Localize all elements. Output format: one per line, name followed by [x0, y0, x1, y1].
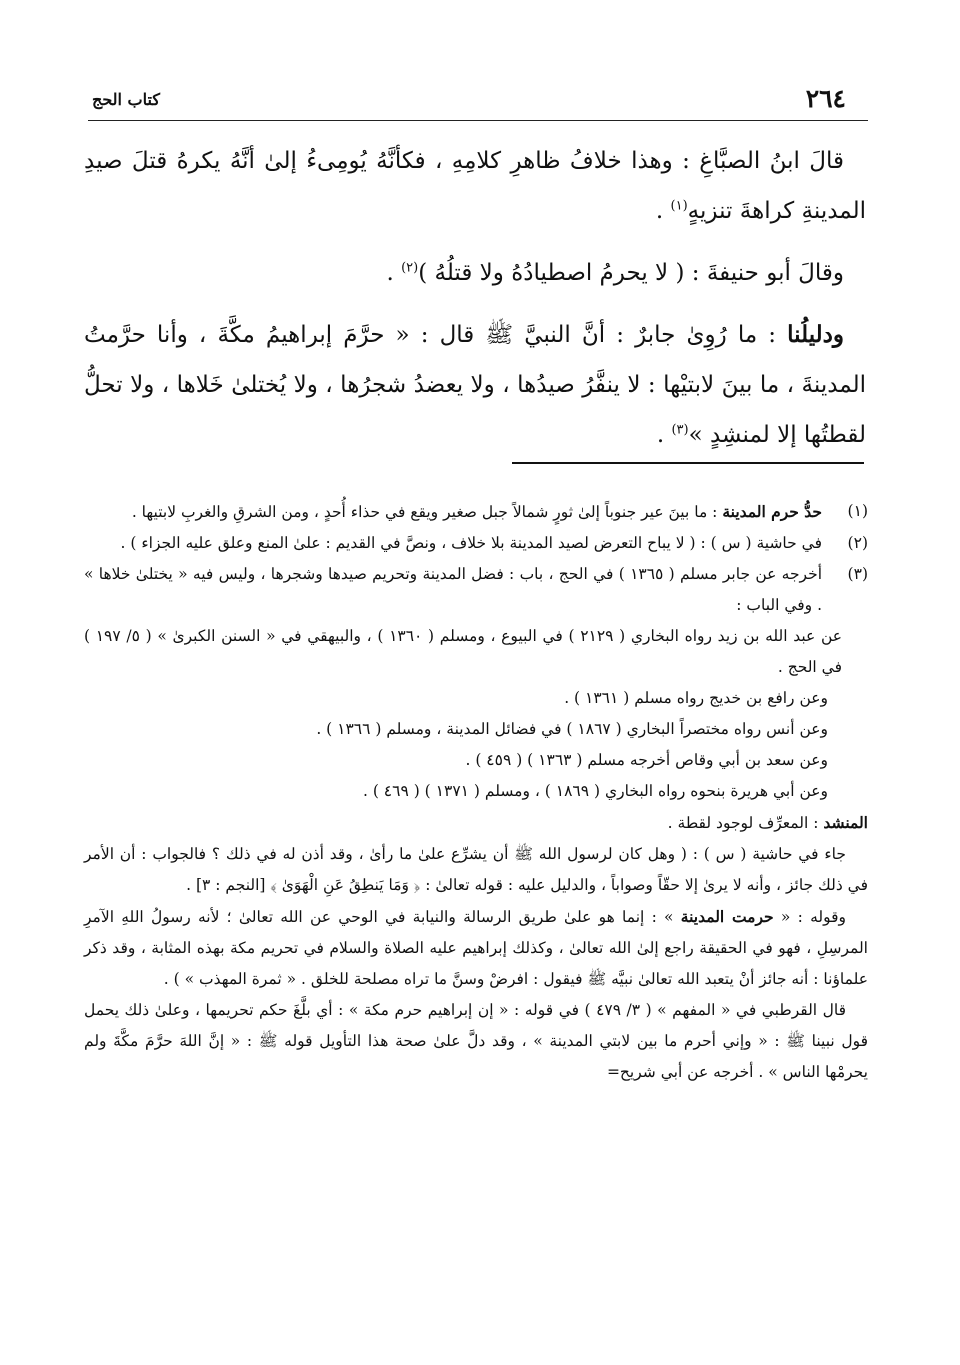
footnote-ref-2[interactable]: (٢) [401, 260, 419, 276]
paragraph-text: قالَ ابنُ الصبَّاغِ : وهذا خلافُ ظاهرِ كلامِهِ ، فكأنَّهُ يُومِىءُ إلىٰ أنَّهُ يكرهُ قتلَ صيدِ المدينةِ كراهةَ تنزيهٍ [84, 148, 866, 224]
footnote-paragraph: قال القرطبي في « المفهم » ( ٣/ ٤٧٩ ) في قوله : « إن إبراهيم حرم مكة » : أي بلَّغَ حكم تحريمها ، وعلىٰ ذلك يحمل قول نبينا ﷺ : « وإني أحرم ما بين لابتي المدينة » ، وقد دلَّ علىٰ صحة هذا التأويل قوله ﷺ : « إنَّ اللهَ حرَّمَ مكَّةَ ولم يحرمْها الناس » . أخرجه عن أبي شريح= [84, 1001, 868, 1081]
quoted-phrase: حرمت المدينة [680, 907, 774, 926]
footnote-1 [84, 496, 868, 528]
paragraph-text: وقالَ أبو حنيفةَ : ( لا يحرمُ اصطيادُهُ ولا قتلُهُ ) [418, 260, 844, 286]
paragraph-text: » : إنما هو علىٰ طريق الرسالة والنيابة في الوحي عن الله تعالىٰ ؛ لأنه رسولُ اللهِ الآمرِ المرسِلِ ، فهو في الحقيقة راجع إلىٰ الله تعالىٰ ، وكذلك إبراهيم عليه الصلاة والسلام في تحريم مكة بهذه المثابة ، وقد ذكر علماؤنا : أنه جائز أنْ يتعبد الله تعالىٰ نبيَّه ﷺ فيقول : افرضْ وسنَّ ما تراه مصلحة للخلق . « ثمرة المهذب » ) . [84, 908, 868, 988]
footnote-source-line: وعن أبي هريرة بنحوه رواه البخاري ( ١٨٦٩ ) ، ومسلم ( ١٣٧١ ) ( ٤٦٩ ) . [362, 782, 828, 800]
footnote-paragraph: جاء في حاشية ( س ) : ( وهل كان لرسول الله ﷺ أن يشرِّع علىٰ ما رأىٰ ، وقد أذن له في ذلك ؟ فالجواب : أن الأمر في ذلك جائز ، وأنه لا يرىٰ إلا حقّاً وصواباً ، والدليل عليه : قوله تعالىٰ : ﴿ وَمَا يَنطِقُ عَنِ الْهَوَىٰ ﴾ [النجم : ٣] . [84, 845, 868, 894]
running-header [88, 84, 868, 121]
footnote-number: (١) [847, 502, 868, 520]
paragraph-abu-hanifa [84, 248, 866, 298]
paragraph-end: . [656, 422, 672, 448]
paragraph-end: . [386, 260, 402, 286]
munshid-term: المنشد [823, 813, 868, 832]
munshid-definition [84, 807, 868, 839]
quote-open: وقوله : « [773, 908, 846, 926]
footnote-text [84, 496, 822, 528]
footnote-text: أخرجه عن جابر مسلم ( ١٣٦٥ ) في الحج ، باب : فضل المدينة وتحريم صيدها وشجرها ، وليس فيه « يختلىٰ خلاها » . وفي الباب : [84, 565, 822, 614]
paragraph-evidence [84, 310, 866, 460]
footnote-paragraph [84, 901, 868, 995]
footnote-number: (٢) [847, 534, 868, 552]
footnote-ref-1[interactable]: (١) [670, 198, 688, 214]
footnote-source-line: عن عبد الله بن زيد رواه البخاري ( ٢١٢٩ ) في البيوع ، ومسلم ( ١٣٦٠ ) ، والبيهقي في « السنن الكبرىٰ » ( ٥/ ١٩٧ ) في الحج . [84, 627, 842, 676]
paragraph-ibn-sabbagh [84, 136, 866, 236]
footnote-source-line: وعن رافع بن خديج رواه مسلم ( ١٣٦١ ) . [564, 689, 828, 707]
paragraph-end: . [655, 198, 671, 224]
footnote-source-line: وعن سعد بن أبي وقاص أخرجه مسلم ( ١٣٦٣ ) ( ٤٥٩ ) . [465, 751, 828, 769]
header-title: كتاب الحج [92, 90, 160, 109]
footnote-2 [84, 528, 868, 559]
evidence-lead: ودليلُنا [787, 321, 844, 348]
munshid-text: : المعرِّف لوجود لقطة . [667, 814, 824, 832]
footnote-source-line: وعن أنس رواه مختصراً البخاري ( ١٨٦٧ ) في فضائل المدينة ، ومسلم ( ١٣٦٦ ) . [316, 720, 828, 738]
footnote-bold-term: حدُّ حرم المدينة [722, 502, 822, 521]
footnote-text: في حاشية ( س ) : ( لا يباح التعرض لصيد المدينة بلا خلاف ، ونصَّ في القديم : علىٰ المنع وعلق عليه الجزاء ) . [120, 534, 822, 552]
footnote-ref-3[interactable]: (٣) [671, 422, 689, 438]
page-number: ٢٦٤ [805, 84, 846, 113]
footnote-body: : ما بينَ عير جنوباً إلىٰ ثورٍ شمالاً جبل صغير ويقع في حذاء أُحدٍ ، ومن الشرقِ والغربِ لابتيها . [131, 503, 723, 521]
footnote-number: (٣) [847, 565, 868, 583]
footnote-3 [84, 559, 868, 621]
paragraph-text: : ما رُوِىٰ جابرٌ : أنَّ النبيَّ ﷺ قال : « حرَّمَ إبراهيمُ مكَّةَ ، وأنا حرَّمتُ المدينةَ ، ما بينَ لابتيْها : لا ينفَّرُ صيدُها ، ولا يعضدُ شجرُها ، ولا يُختلىٰ خَلاها ، ولا تحلُّ لقطتُها إلا لمنشِدٍ » [84, 322, 866, 448]
footnotes [84, 496, 868, 1088]
main-text [84, 136, 866, 460]
footnote-separator [512, 462, 864, 464]
